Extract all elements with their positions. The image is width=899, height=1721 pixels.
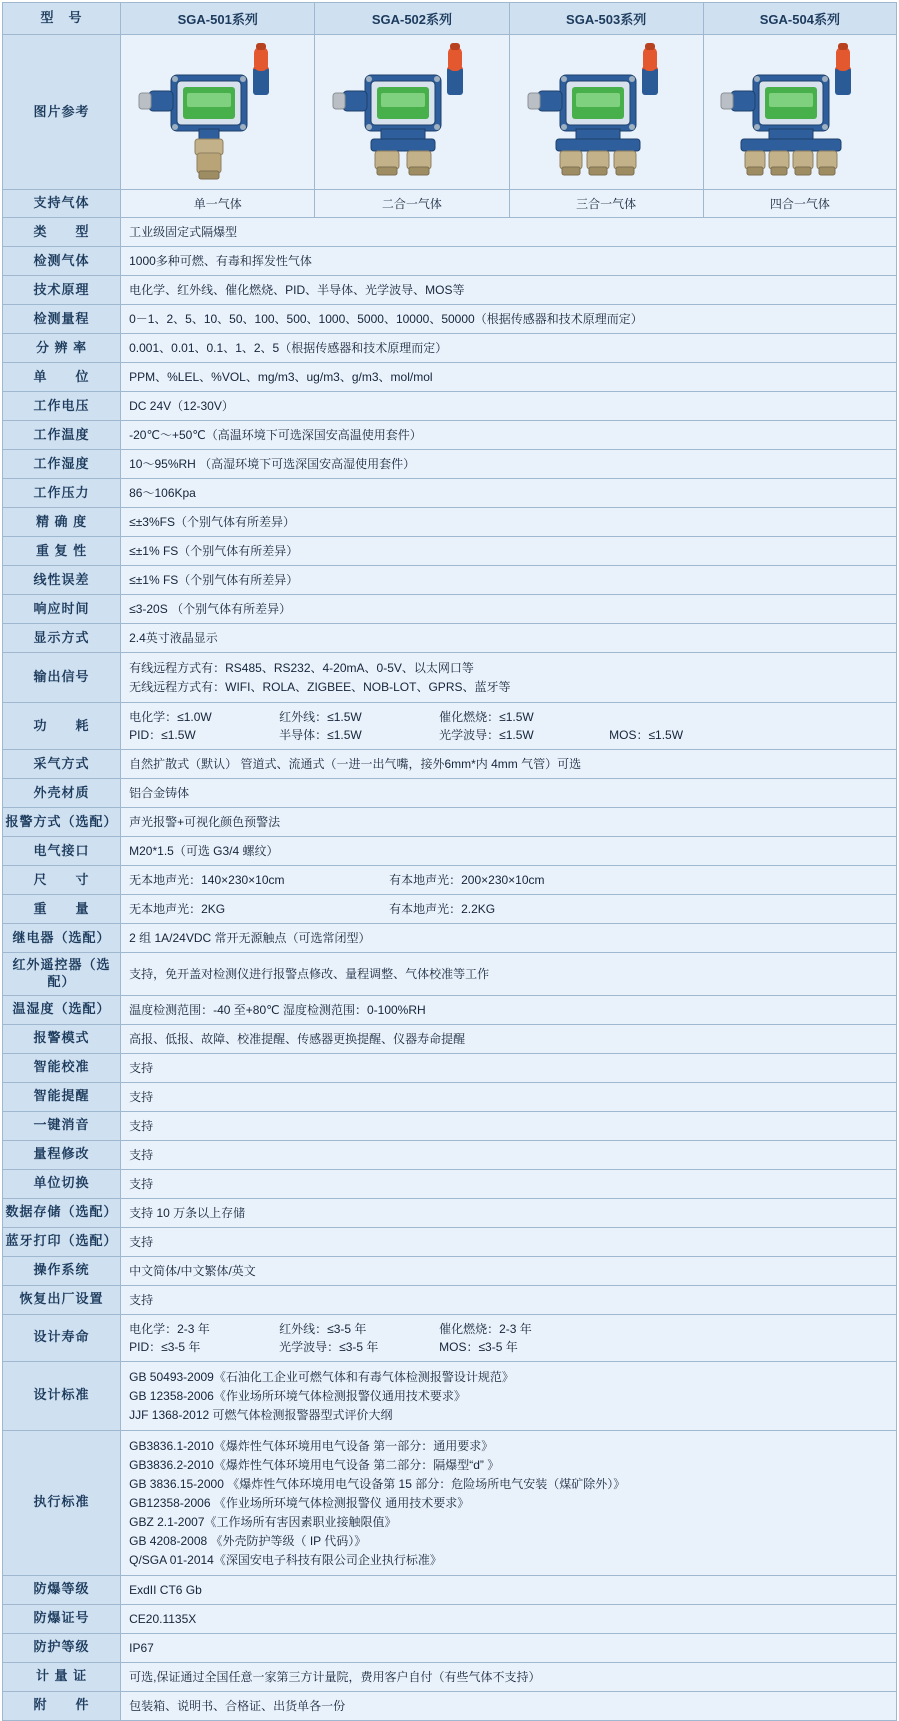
row-value: 高报、低报、故障、校准提醒、传感器更换提醒、仪器寿命提醒 xyxy=(121,1024,897,1053)
row-value: CE20.1135X xyxy=(121,1604,897,1633)
row-label: 技术原理 xyxy=(3,276,121,305)
row-label: 操作系统 xyxy=(3,1256,121,1285)
row-label: 线性误差 xyxy=(3,566,121,595)
life-line-1 xyxy=(129,1320,888,1338)
design-std-line: GB 12358-2006《作业场所环境气体检测报警仪通用技术要求》 xyxy=(129,1388,466,1403)
row-value: DC 24V（12-30V） xyxy=(121,392,897,421)
row-value: PPM、%LEL、%VOL、mg/m3、ug/m3、g/m3、mol/mol xyxy=(121,363,897,392)
row-value: 10～95%RH （高湿环境下可选深国安高湿使用套件） xyxy=(121,450,897,479)
row-value: 支持 xyxy=(121,1285,897,1314)
table-row-weight xyxy=(3,895,897,924)
row-label: 外壳材质 xyxy=(3,779,121,808)
life-line-2 xyxy=(129,1338,888,1356)
table-row-relay xyxy=(3,924,897,953)
row-value: ≤±3%FS（个别气体有所差异） xyxy=(121,508,897,537)
spec-sheet xyxy=(0,2,899,1713)
row-label: 检测气体 xyxy=(3,247,121,276)
row-label: 智能校准 xyxy=(3,1053,121,1082)
table-row-range-modify xyxy=(3,1140,897,1169)
row-label: 数据存储（选配） xyxy=(3,1198,121,1227)
row-value-power xyxy=(121,703,897,750)
row-value: 中文简体/中文繁体/英文 xyxy=(121,1256,897,1285)
model-name-1: SGA-501系列 xyxy=(121,3,315,35)
gas-detector-3-port-icon xyxy=(514,39,699,185)
table-row-electrical-interface xyxy=(3,837,897,866)
model-name-2: SGA-502系列 xyxy=(315,3,509,35)
row-label: 尺 寸 xyxy=(3,866,121,895)
row-value: 支持，免开盖对检测仪进行报警点修改、量程调整、气体校准等工作 xyxy=(121,953,897,996)
table-row-accessories xyxy=(3,1691,897,1720)
row-label: 蓝牙打印（选配） xyxy=(3,1227,121,1256)
power-line-1 xyxy=(129,708,888,726)
row-label: 报警方式（选配） xyxy=(3,808,121,837)
table-row-factory-reset xyxy=(3,1285,897,1314)
row-value-design-standard xyxy=(121,1361,897,1430)
table-row-humidity xyxy=(3,450,897,479)
gas-value-3: 三合一气体 xyxy=(509,190,703,218)
row-label: 单位切换 xyxy=(3,1169,121,1198)
table-row-linearity xyxy=(3,566,897,595)
power-item: 电化学：≤1.0W xyxy=(129,710,212,724)
table-row-model-header xyxy=(3,3,897,35)
row-value: 支持 xyxy=(121,1169,897,1198)
row-label: 显示方式 xyxy=(3,624,121,653)
table-row-smart-calibration xyxy=(3,1053,897,1082)
life-item: 催化燃烧：2-3 年 xyxy=(439,1321,532,1336)
output-line-1: 有线远程方式有：RS485、RS232、4-20mA、0-5V、以太网口等 xyxy=(129,661,474,675)
table-row-accuracy xyxy=(3,508,897,537)
table-row-temp-humidity-option xyxy=(3,995,897,1024)
row-label: 功 耗 xyxy=(3,703,121,750)
table-row-ex-certificate xyxy=(3,1604,897,1633)
row-label-gas: 支持气体 xyxy=(3,190,121,218)
size-part-2: 有本地声光：200×230×10cm xyxy=(389,873,545,887)
row-label: 恢复出厂设置 xyxy=(3,1285,121,1314)
row-label: 采气方式 xyxy=(3,750,121,779)
row-value: ≤3-20S （个别气体有所差异） xyxy=(121,595,897,624)
row-label: 红外遥控器（选配） xyxy=(3,953,121,996)
row-label-image: 图片参考 xyxy=(3,35,121,190)
exec-std-line: GBZ 2.1-2007《工作场所有害因素职业接触限值》 xyxy=(129,1514,397,1529)
row-value-weight xyxy=(121,895,897,924)
life-item: 光学波导：≤3-5 年 xyxy=(279,1339,379,1354)
row-value-execution-standard xyxy=(121,1430,897,1575)
row-value: 支持 xyxy=(121,1227,897,1256)
life-item: PID：≤3-5 年 xyxy=(129,1339,201,1354)
row-value: 工业级固定式隔爆型 xyxy=(121,218,897,247)
row-value: ≤±1% FS（个别气体有所差异） xyxy=(121,537,897,566)
row-label: 检测量程 xyxy=(3,305,121,334)
row-label: 单 位 xyxy=(3,363,121,392)
exec-std-line: GB12358-2006 《作业场所环境气体检测报警仪 通用技术要求》 xyxy=(129,1495,470,1510)
row-value: 86～106Kpa xyxy=(121,479,897,508)
row-value: 支持 xyxy=(121,1140,897,1169)
row-label: 防爆等级 xyxy=(3,1575,121,1604)
gas-value-1: 单一气体 xyxy=(121,190,315,218)
table-row-unit xyxy=(3,363,897,392)
weight-part-2: 有本地声光：2.2KG xyxy=(389,902,496,916)
row-label: 设计寿命 xyxy=(3,1314,121,1361)
table-row-housing xyxy=(3,779,897,808)
gas-detector-1-port-icon xyxy=(125,39,310,185)
model-name-3: SGA-503系列 xyxy=(509,3,703,35)
table-row-one-key-mute xyxy=(3,1111,897,1140)
row-value: 声光报警+可视化颜色预警法 xyxy=(121,808,897,837)
table-row-repeatability xyxy=(3,537,897,566)
row-value: 0－1、2、5、10、50、100、500、1000、5000、10000、50000（根据传感器和技术原理而定） xyxy=(121,305,897,334)
row-value: 温度检测范围：-40 至+80℃ 湿度检测范围：0-100%RH xyxy=(121,995,897,1024)
row-value: ExdII CT6 Gb xyxy=(121,1575,897,1604)
product-image-cell-1 xyxy=(121,35,315,190)
table-row-response-time xyxy=(3,595,897,624)
row-value: 2 组 1A/24VDC 常开无源触点（可选常闭型） xyxy=(121,924,897,953)
row-value: 1000多种可燃、有毒和挥发性气体 xyxy=(121,247,897,276)
row-value: 可选,保证通过全国任意一家第三方计量院，费用客户自付（有些气体不支持） xyxy=(121,1662,897,1691)
row-label: 计 量 证 xyxy=(3,1662,121,1691)
table-row-design-life xyxy=(3,1314,897,1361)
table-row-smart-reminder xyxy=(3,1082,897,1111)
gas-detector-4-port-icon xyxy=(707,39,892,185)
row-value: M20*1.5（可选 G3/4 螺纹） xyxy=(121,837,897,866)
row-label: 智能提醒 xyxy=(3,1082,121,1111)
row-label: 电气接口 xyxy=(3,837,121,866)
row-value: 支持 xyxy=(121,1111,897,1140)
table-row-voltage xyxy=(3,392,897,421)
exec-std-line: Q/SGA 01-2014《深国安电子科技有限公司企业执行标准》 xyxy=(129,1552,442,1567)
life-item: 电化学：2-3 年 xyxy=(129,1321,210,1336)
row-label: 精 确 度 xyxy=(3,508,121,537)
table-row-alarm-mode xyxy=(3,808,897,837)
gas-detector-2-port-icon xyxy=(319,39,504,185)
row-value: 铝合金铸体 xyxy=(121,779,897,808)
table-row-images xyxy=(3,35,897,190)
power-item: PID：≤1.5W xyxy=(129,728,196,742)
row-value: 包装箱、说明书、合格证、出货单各一份 xyxy=(121,1691,897,1720)
specification-table xyxy=(2,2,897,1721)
row-value-output xyxy=(121,653,897,703)
power-item: MOS：≤1.5W xyxy=(609,728,684,742)
table-row-execution-standard xyxy=(3,1430,897,1575)
row-label: 分 辨 率 xyxy=(3,334,121,363)
table-row-design-standard xyxy=(3,1361,897,1430)
power-item: 红外线：≤1.5W xyxy=(279,710,362,724)
product-image-cell-4 xyxy=(703,35,896,190)
exec-std-line: GB 4208-2008 《外壳防护等级（ IP 代码）》 xyxy=(129,1533,367,1548)
row-value: -20℃～+50℃（高温环境下可选深国安高温使用套件） xyxy=(121,421,897,450)
row-value: 自然扩散式（默认） 管道式、流通式（一进一出气嘴，接外6mm*内 4mm 气管）可选 xyxy=(121,750,897,779)
exec-std-line: GB3836.2-2010《爆炸性气体环境用电气设备 第二部分：隔爆型“d” 》 xyxy=(129,1457,500,1472)
table-row-ex-rating xyxy=(3,1575,897,1604)
output-line-2: 无线远程方式有：WIFI、ROLA、ZIGBEE、NOB-LOT、GPRS、蓝牙等 xyxy=(129,680,511,694)
table-row-type xyxy=(3,218,897,247)
row-value: 2.4英寸液晶显示 xyxy=(121,624,897,653)
table-row-pressure xyxy=(3,479,897,508)
row-label: 工作电压 xyxy=(3,392,121,421)
row-label: 重 量 xyxy=(3,895,121,924)
power-item: 光学波导：≤1.5W xyxy=(439,728,534,742)
table-row-power xyxy=(3,703,897,750)
row-label: 继电器（选配） xyxy=(3,924,121,953)
life-item: MOS：≤3-5 年 xyxy=(439,1339,518,1354)
table-row-ir-remote xyxy=(3,953,897,996)
power-item: 催化燃烧：≤1.5W xyxy=(439,710,534,724)
table-row-os xyxy=(3,1256,897,1285)
power-line-2 xyxy=(129,726,888,744)
row-label: 工作温度 xyxy=(3,421,121,450)
table-row-resolution xyxy=(3,334,897,363)
row-label: 型 号 xyxy=(3,3,121,35)
row-label: 执行标准 xyxy=(3,1430,121,1575)
row-label: 设计标准 xyxy=(3,1361,121,1430)
weight-part-1: 无本地声光：2KG xyxy=(129,902,226,916)
row-value: 支持 10 万条以上存储 xyxy=(121,1198,897,1227)
row-label: 一键消音 xyxy=(3,1111,121,1140)
row-label: 工作压力 xyxy=(3,479,121,508)
row-label: 输出信号 xyxy=(3,653,121,703)
table-row-unit-switch xyxy=(3,1169,897,1198)
power-item: 半导体：≤1.5W xyxy=(279,728,362,742)
table-row-principle xyxy=(3,276,897,305)
row-value-life xyxy=(121,1314,897,1361)
table-row-alarm-patterns xyxy=(3,1024,897,1053)
row-label: 工作湿度 xyxy=(3,450,121,479)
table-row-output-signal xyxy=(3,653,897,703)
row-label: 重 复 性 xyxy=(3,537,121,566)
table-row-display xyxy=(3,624,897,653)
table-row-ip-rating xyxy=(3,1633,897,1662)
size-part-1: 无本地声光：140×230×10cm xyxy=(129,873,285,887)
design-std-line: GB 50493-2009《石油化工企业可燃气体和有毒气体检测报警设计规范》 xyxy=(129,1369,514,1384)
row-label: 附 件 xyxy=(3,1691,121,1720)
table-row-bluetooth-print xyxy=(3,1227,897,1256)
table-row-detect-gas xyxy=(3,247,897,276)
row-label: 量程修改 xyxy=(3,1140,121,1169)
exec-std-line: GB 3836.15-2000 《爆炸性气体环境用电气设备第 15 部分：危险场所电气安装（煤矿除外）》 xyxy=(129,1476,626,1491)
row-value-size xyxy=(121,866,897,895)
model-name-4: SGA-504系列 xyxy=(703,3,896,35)
table-row-size xyxy=(3,866,897,895)
row-value: 0.001、0.01、0.1、1、2、5（根据传感器和技术原理而定） xyxy=(121,334,897,363)
row-value: 电化学、红外线、催化燃烧、PID、半导体、光学波导、MOS等 xyxy=(121,276,897,305)
table-row-temperature xyxy=(3,421,897,450)
row-label: 防爆证号 xyxy=(3,1604,121,1633)
table-row-data-storage xyxy=(3,1198,897,1227)
row-value: 支持 xyxy=(121,1082,897,1111)
table-row-sampling xyxy=(3,750,897,779)
table-row-range xyxy=(3,305,897,334)
product-image-cell-2 xyxy=(315,35,509,190)
row-value: IP67 xyxy=(121,1633,897,1662)
row-label: 报警模式 xyxy=(3,1024,121,1053)
life-item: 红外线：≤3-5 年 xyxy=(279,1321,367,1336)
row-label: 类 型 xyxy=(3,218,121,247)
gas-value-4: 四合一气体 xyxy=(703,190,896,218)
row-label: 响应时间 xyxy=(3,595,121,624)
row-label: 防护等级 xyxy=(3,1633,121,1662)
gas-value-2: 二合一气体 xyxy=(315,190,509,218)
exec-std-line: GB3836.1-2010《爆炸性气体环境用电气设备 第一部分：通用要求》 xyxy=(129,1438,494,1453)
table-row-supported-gas xyxy=(3,190,897,218)
table-row-metrology-certificate xyxy=(3,1662,897,1691)
row-value: 支持 xyxy=(121,1053,897,1082)
product-image-cell-3 xyxy=(509,35,703,190)
row-label: 温湿度（选配） xyxy=(3,995,121,1024)
row-value: ≤±1% FS（个别气体有所差异） xyxy=(121,566,897,595)
design-std-line: JJF 1368-2012 可燃气体检测报警器型式评价大纲 xyxy=(129,1407,393,1422)
